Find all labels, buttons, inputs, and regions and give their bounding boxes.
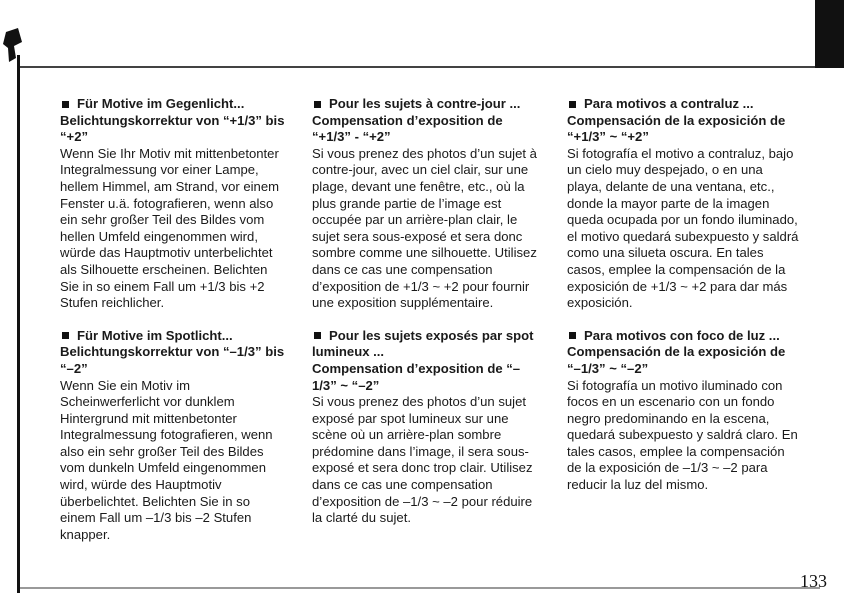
- bullet-icon: [314, 332, 321, 339]
- page-corner-bar: [815, 0, 844, 68]
- page-border-left: [17, 55, 20, 593]
- section-heading: [60, 96, 286, 146]
- section-heading: [312, 96, 540, 146]
- column-spanish: [567, 96, 799, 510]
- section-heading: [312, 328, 540, 394]
- section-spotlight-fr: [312, 328, 540, 527]
- section-backlight-es: [567, 96, 799, 312]
- heading-title: Pour les sujets exposés par spot lumineux ...: [312, 327, 534, 360]
- section-heading: [60, 328, 286, 378]
- section-body: Wenn Sie Ihr Motiv mit mittenbetonter Integralmessung vor einer Lampe, hellem Himmel, am Strand, vor einem Fenster u.ä. fotografieren, wenn also ein sehr großer Teil des Bildes vom hellen Umfeld eingenommen wird, würde das Hauptmotiv unterbelichtet als Silhouette erscheinen. Belichten Sie in so einem Fall um +1/3 bis +2 Stufen reichlicher.: [60, 145, 280, 311]
- section-heading: [567, 96, 799, 146]
- heading-title: Para motivos con foco de luz ...: [584, 327, 780, 343]
- bullet-icon: [569, 332, 576, 339]
- heading-title: Para motivos a contraluz ...: [584, 96, 754, 111]
- page-number: 133: [800, 571, 827, 591]
- section-backlight-de: [60, 96, 286, 312]
- section-body: Wenn Sie ein Motiv im Scheinwerferlicht vor dunklem Hintergrund mit mittenbetonter Integralmessung fotografieren, wenn also ein sehr großer Teil des Bildes vom dunkeln Umfeld eingenommen wird, würde des Hauptmotiv überbelichtet. Belichten Sie in so einem Fall um –1/3 bis –2 Stufen knapper.: [60, 377, 273, 542]
- section-spotlight-es: [567, 328, 799, 494]
- heading-subtitle: Belichtungskorrektur von “+1/3” bis “+2”: [60, 112, 285, 145]
- heading-subtitle: Belichtungskorrektur von “–1/3” bis “–2”: [60, 344, 285, 376]
- heading-subtitle: Compensation d’exposition de “–1/3” ~ “–2”: [312, 360, 521, 393]
- page-border-top: [20, 66, 820, 68]
- column-french: [312, 96, 540, 543]
- heading-subtitle: Compensación de la exposición de “–1/3” ~ “–2”: [567, 344, 786, 376]
- section-heading: [567, 328, 799, 378]
- section-body: Si fotografía un motivo iluminado con focos en un escenario con un fondo negro predominando en la escena, quedará subexpuesto y saldrá claro. En tales casos, emplee la compensación de la exposición de –1/3 ~ –2 para reducir la luz del mismo.: [567, 377, 798, 493]
- bullet-icon: [62, 332, 69, 339]
- heading-title: Pour les sujets à contre-jour ...: [329, 96, 521, 111]
- binding-mark: [0, 24, 26, 74]
- section-body: Si vous prenez des photos d’un sujet exposé par spot lumineux sur une scène où un arrière-plan sombre prédomine dans l’image, il sera sous-exposé et sera donc trop clair. Utilisez dans ce cas une compensation d’exposition de –1/3 ~ –2 pour réduire la clarté du sujet.: [312, 394, 533, 526]
- bullet-icon: [62, 101, 69, 108]
- heading-title: Für Motive im Spotlicht...: [77, 327, 233, 343]
- page-border-bottom: [20, 587, 820, 589]
- heading-title: Für Motive im Gegenlicht...: [77, 96, 245, 111]
- section-spotlight-de: [60, 328, 286, 544]
- section-body: Si fotografía el motivo a contraluz, bajo un cielo muy despejado, o en una playa, delante de una ventana, etc., donde la mayor parte de la imagen queda ocupada por un fondo iluminado, el motivo quedará subexpuesto y saldrá como una silueta oscura. En tales casos, emplee la compensación de la exposición de +1/3 ~ +2 para dar más exposición.: [567, 145, 799, 311]
- section-body: Si vous prenez des photos d’un sujet à contre-jour, avec un ciel clair, sur une plage, devant une fenêtre, etc., où la plus grande partie de l’image est occupée par un arrière-plan clair, le sujet sera sous-exposé et sera donc sombre comme une silhouette. Utilisez dans ce cas une compensation d’exposition de +1/3 ~ +2 pour fournir une exposition supplémentaire.: [312, 145, 537, 311]
- heading-subtitle: Compensación de la exposición de “+1/3” ~ “+2”: [567, 112, 786, 145]
- bullet-icon: [314, 101, 321, 108]
- section-backlight-fr: [312, 96, 540, 312]
- bullet-icon: [569, 101, 576, 108]
- column-german: [60, 96, 286, 559]
- heading-subtitle: Compensation d’exposition de “+1/3” - “+2”: [312, 112, 503, 145]
